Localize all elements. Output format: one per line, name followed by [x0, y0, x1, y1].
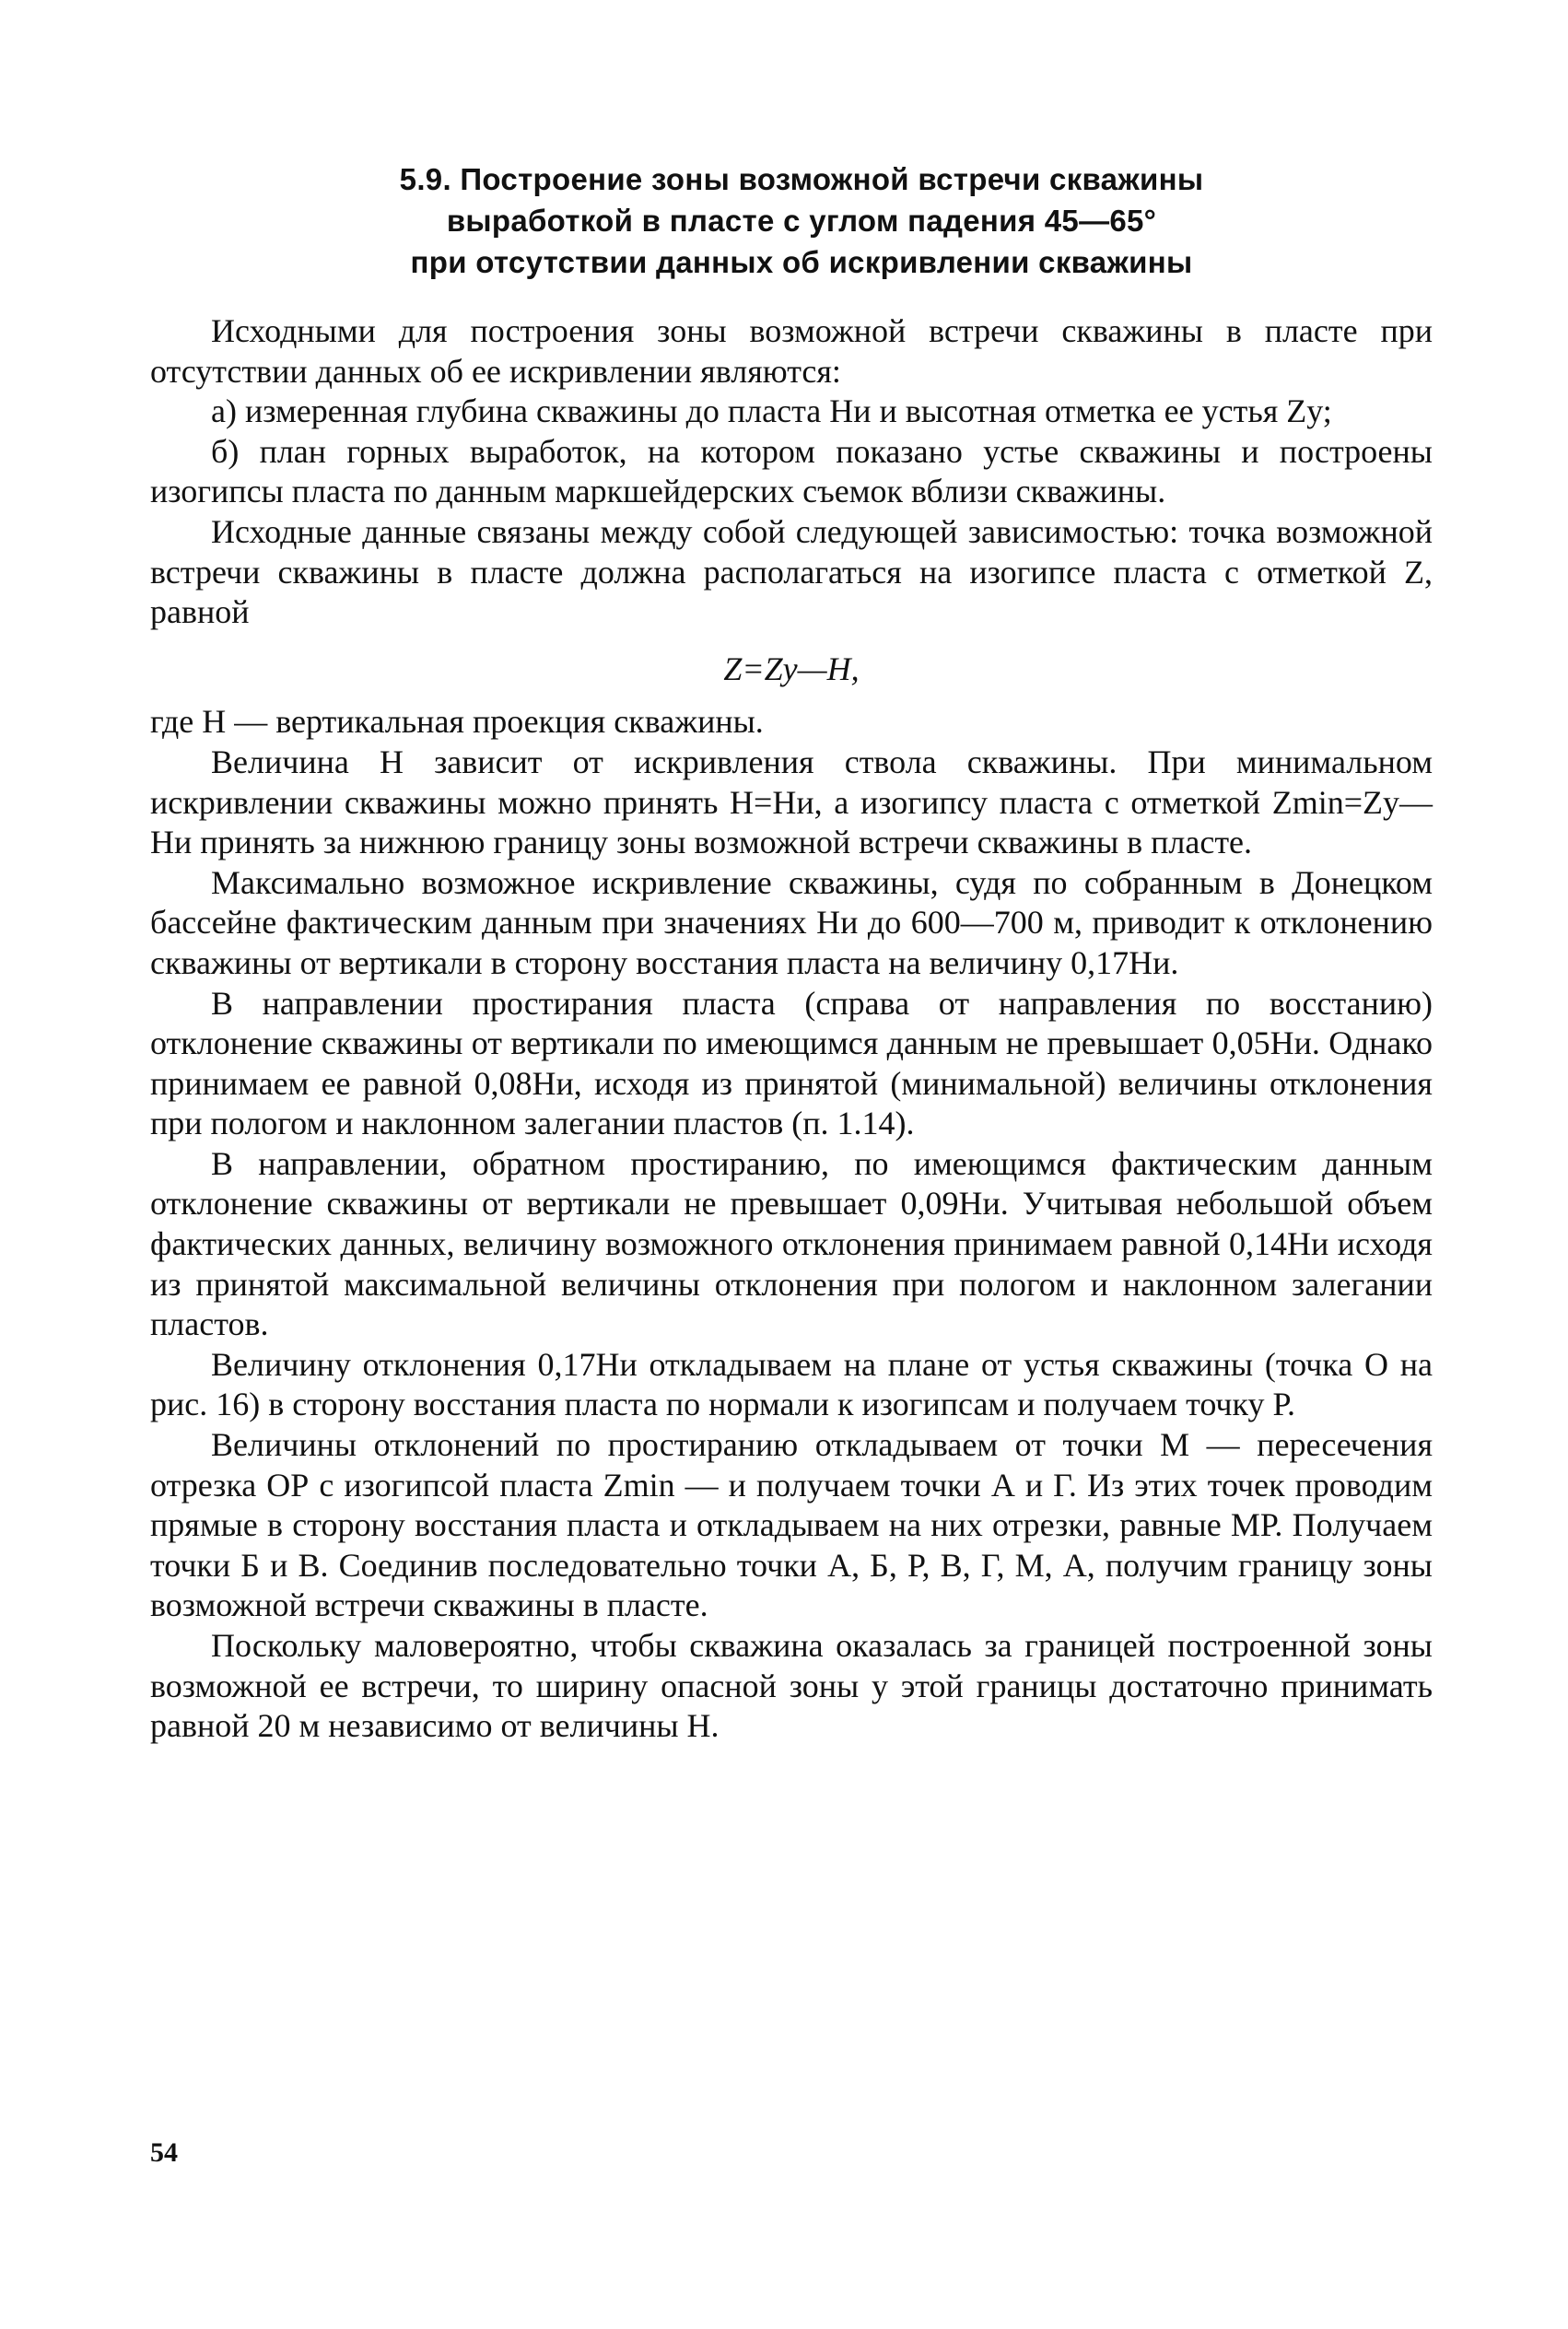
heading-line-3: при отсутствии данных об искривлении скважины: [410, 245, 1193, 279]
heading-line-1: 5.9. Построение зоны возможной встречи скважины: [399, 162, 1204, 196]
body-text: [150, 311, 1433, 1747]
paragraph-zone-boundary: Величины отклонений по простиранию откладываем от точки М — пересечения отрезка ОР с изогипсой пласта Zmin — и получаем точки А и Г. Из этих точек проводим прямые в сторону восстания пласта и откладываем на них отрезки, равные МР. Получаем точки Б и В. Соединив последовательно точки А, Б, Р, В, Г, М, А, получим границу зоны возможной встречи скважины в пласте.: [150, 1426, 1433, 1624]
paragraph-intro: Исходными для построения зоны возможной встречи скважины в пласте при отсутствии данных об ее искривлении являются:: [150, 312, 1433, 390]
page-number: 54: [150, 2137, 178, 2168]
paragraph-item-a: а) измеренная глубина скважины до пласта Hи и высотная отметка ее устья Zу;: [211, 392, 1332, 430]
paragraph-max-curvature: Максимально возможное искривление скважины, судя по собранным в Донецком бассейне фактическим данным при значениях Hи до 600—700 м, приводит к отклонению скважины от вертикали в сторону восстания пласта на величину 0,17Hи.: [150, 863, 1433, 981]
section-heading: [184, 158, 1419, 283]
paragraph-where: где H — вертикальная проекция скважины.: [150, 703, 764, 741]
paragraph-dependency: Исходные данные связаны между собой следующей зависимостью: точка возможной встречи скважины в пласте должна располагаться на изогипсе пласта с отметкой Z, равной: [150, 512, 1433, 631]
paragraph-danger-zone: Поскольку маловероятно, чтобы скважина оказалась за границей построенной зоны возможной ее встречи, то ширину опасной зоны у этой границы достаточно принимать равной 20 м независимо от величины H.: [150, 1627, 1433, 1745]
heading-line-2: выработкой в пласте с углом падения 45—65°: [446, 204, 1157, 238]
paragraph-strike-direction: В направлении простирания пласта (справа от направления по восстанию) отклонение скважины от вертикали по имеющимся данным не превышает 0,05Hи. Однако принимаем ее равной 0,08Hи, исходя из принятой (минимальной) величины отклонения при пологом и наклонном залегании пластов (п. 1.14).: [150, 984, 1433, 1142]
paragraph-deviation-plot: Величину отклонения 0,17Hи откладываем на плане от устья скважины (точка O на рис. 16) в сторону восстания пласта по нормали к изогипсам и получаем точку Р.: [150, 1345, 1433, 1423]
paragraph-opposite-strike: В направлении, обратном простиранию, по имеющимся фактическим данным отклонение скважины от вертикали не превышает 0,09Hи. Учитывая небольшой объем фактических данных, величину возможного отклонения принимаем равной 0,14Hи исходя из принятой максимальной величины отклонения при пологом и наклонном залегании пластов.: [150, 1144, 1433, 1343]
paragraph-value-h: Величина H зависит от искривления ствола скважины. При минимальном искривлении скважины можно принять H=Hи, а изогипсу пласта с отметкой Zmin=Zу—Hи принять за нижнюю границу зоны возможной встречи скважины в пласте.: [150, 743, 1433, 861]
formula: Z=Zу—H,: [723, 650, 860, 687]
paragraph-item-b: б) план горных выработок, на котором показано устье скважины и построены изогипсы пласта по данным маркшейдерских съемок вблизи скважины.: [150, 432, 1433, 510]
